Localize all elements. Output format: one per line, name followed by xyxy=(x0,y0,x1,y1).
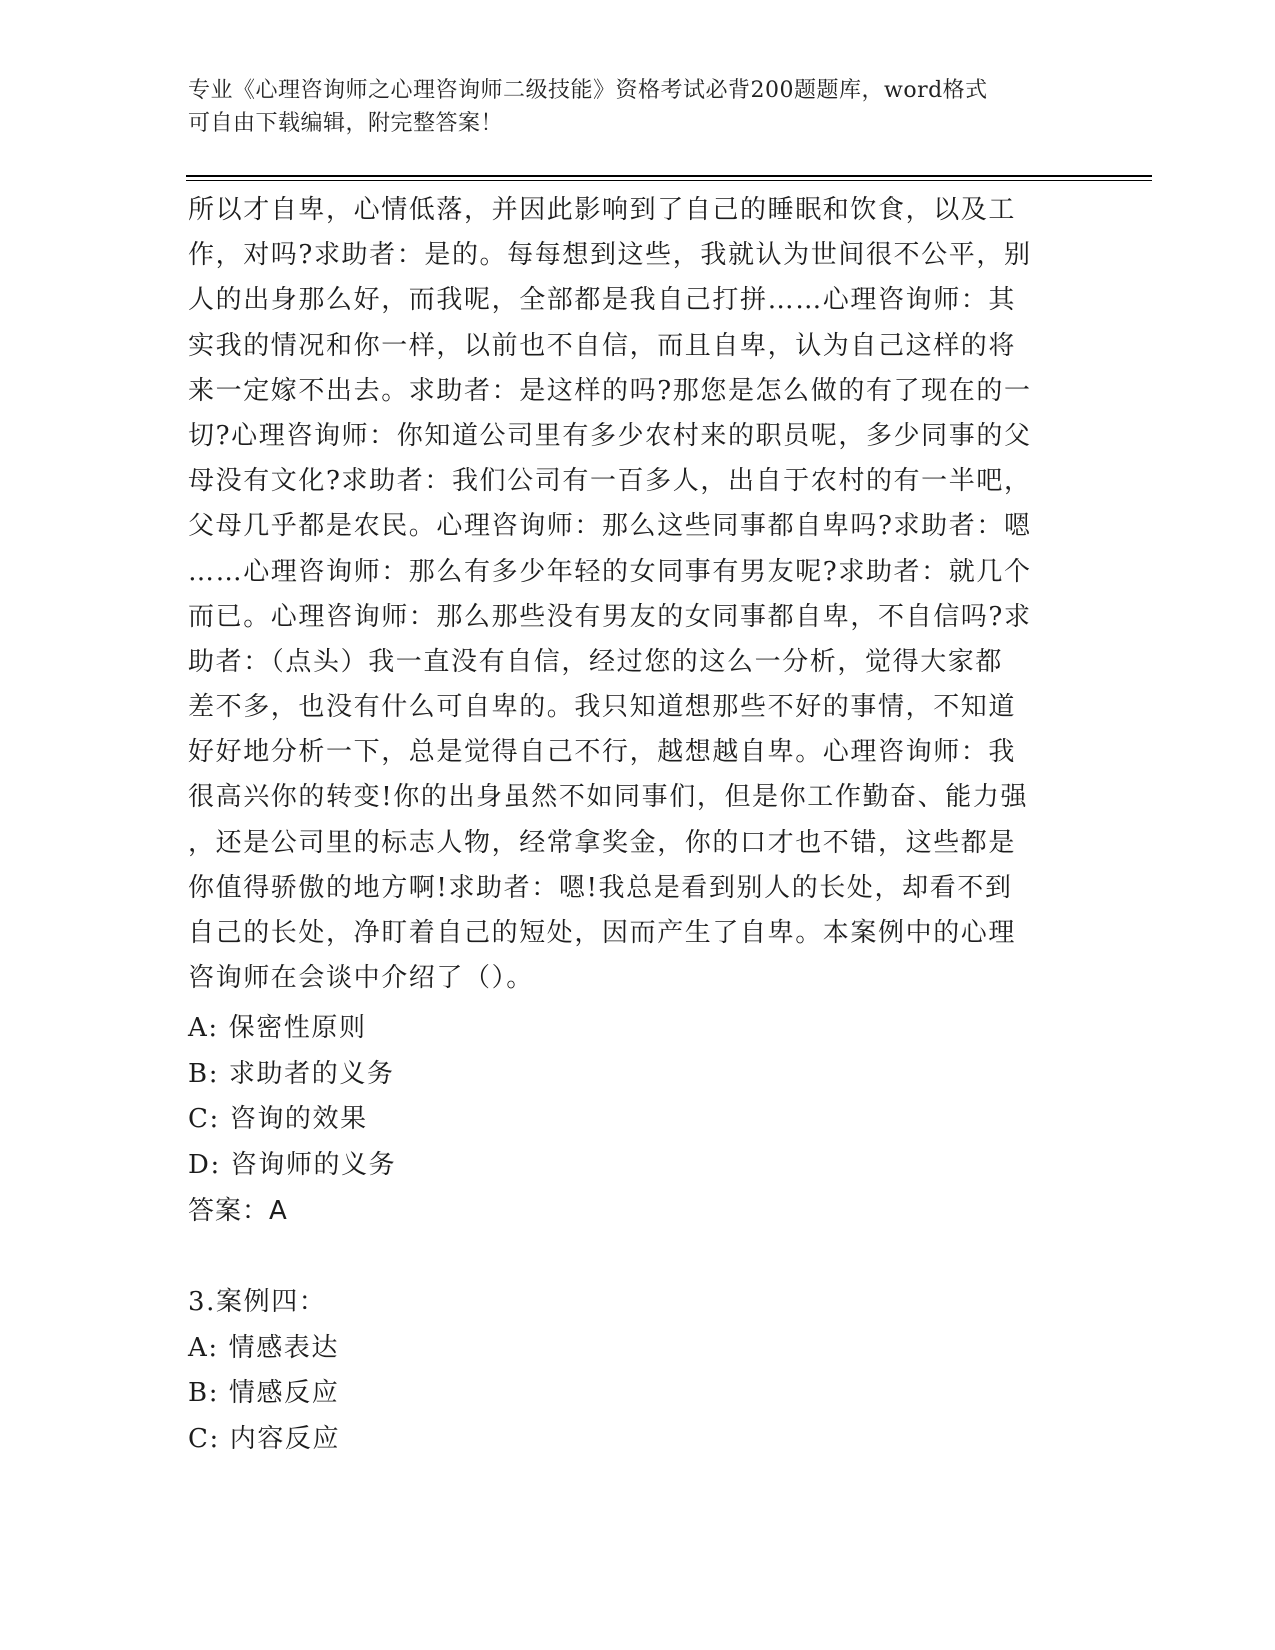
question-3-title: 3.案例四： xyxy=(188,1287,327,1317)
option-c: C: 内容反应 xyxy=(188,1423,341,1454)
stem-line: 作，对吗?求助者：是的。每每想到这些，我就认为世间很不公平，别 xyxy=(188,240,1032,271)
stem-line: 自己的长处，净盯着自己的短处，因而产生了自卑。本案例中的心理 xyxy=(188,918,1017,948)
question-2-options xyxy=(188,1006,396,1188)
header-title-line-2: 可自由下载编辑，附完整答案！ xyxy=(188,111,504,136)
stem-line: 好好地分析一下，总是觉得自己不行，越想越自卑。心理咨询师：我 xyxy=(188,737,1017,768)
stem-line: 切?心理咨询师：你知道公司里有多少农村来的职员呢，多少同事的父 xyxy=(188,420,1032,451)
option-d: D: 咨询师的义务 xyxy=(188,1149,397,1180)
question-3 xyxy=(188,1280,340,1462)
stem-line: 助者：（点头）我一直没有自信，经过您的这么一分析，觉得大家都 xyxy=(188,646,1004,677)
stem-line: 实我的情况和你一样，以前也不自信，而且自卑，认为自己这样的将 xyxy=(188,330,1017,361)
stem-line: 你值得骄傲的地方啊!求助者：嗯!我总是看到别人的长处，却看不到 xyxy=(188,872,1013,903)
stem-line: 来一定嫁不出去。求助者：是这样的吗?那您是怎么做的有了现在的一 xyxy=(188,375,1032,406)
stem-line: 母没有文化?求助者：我们公司有一百多人，出自于农村的有一半吧， xyxy=(188,466,1032,497)
stem-line: 很高兴你的转变!你的出身虽然不如同事们，但是你工作勤奋、能力强 xyxy=(188,782,1029,813)
option-b: B: 求助者的义务 xyxy=(188,1058,395,1089)
stem-line: 差不多，也没有什么可自卑的。我只知道想那些不好的事情，不知道 xyxy=(188,692,1017,723)
stem-line: ……心理咨询师：那么有多少年轻的女同事有男友呢?求助者：就几个 xyxy=(188,556,1032,587)
header-title-line-1: 专业《心理咨询师之心理咨询师二级技能》资格考试必背200题题库，word格式 xyxy=(188,78,988,103)
option-c: C: 咨询的效果 xyxy=(188,1104,368,1134)
question-2-answer: 答案：A xyxy=(188,1196,288,1226)
option-a: A: 保密性原则 xyxy=(188,1013,367,1043)
document-header xyxy=(188,74,1068,140)
header-divider-thick xyxy=(186,175,1152,177)
stem-line: ，还是公司里的标志人物，经常拿奖金，你的口才也不错，这些都是 xyxy=(188,827,1017,858)
stem-line: 父母几乎都是农民。心理咨询师：那么这些同事都自卑吗?求助者：嗯 xyxy=(188,511,1032,542)
question-2-stem xyxy=(188,188,1078,1001)
option-a: A: 情感表达 xyxy=(188,1332,340,1363)
stem-line: 而已。心理咨询师：那么那些没有男友的女同事都自卑，不自信吗?求 xyxy=(188,601,1032,632)
stem-line: 所以才自卑，心情低落，并因此影响到了自己的睡眠和饮食，以及工 xyxy=(188,195,1017,225)
stem-line: 咨询师在会谈中介绍了（）。 xyxy=(188,963,534,994)
stem-line: 人的出身那么好，而我呢，全部都是我自己打拼……心理咨询师：其 xyxy=(188,285,1017,316)
option-b: B: 情感反应 xyxy=(188,1378,340,1408)
header-divider-thin xyxy=(186,180,1152,181)
